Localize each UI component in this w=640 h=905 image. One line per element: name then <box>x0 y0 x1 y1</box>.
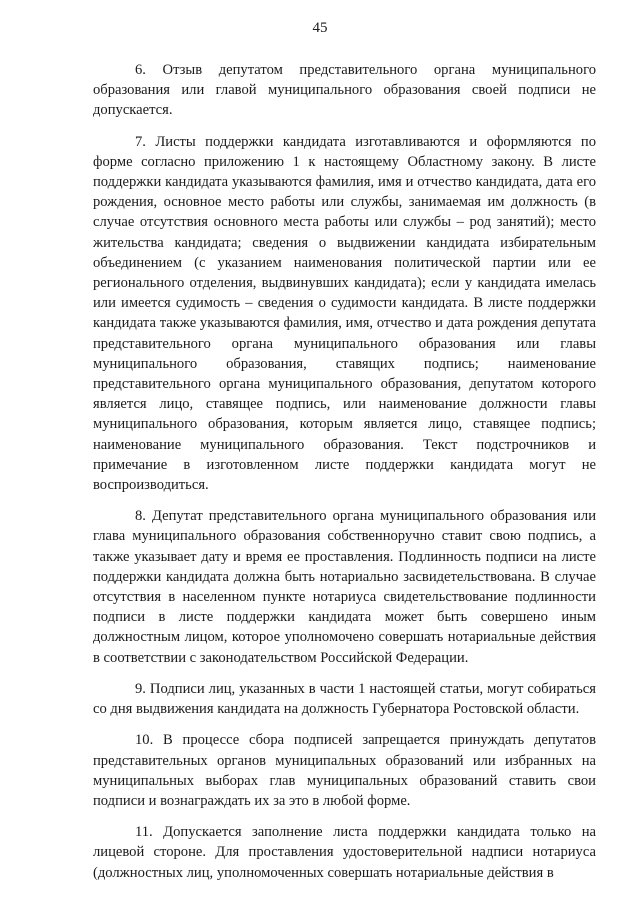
document-body <box>93 60 596 894</box>
paragraph-7: 7. Листы поддержки кандидата изготавливаются и оформляются по форме согласно приложению 1 к настоящему Областному закону. В листе поддержки кандидата указываются фамилия, имя и отчество кандидата, дата его рождения, основное место работы или службы, занимаемая им должность (в случае отсутствия основного места работы или службы – род занятий); место жительства кандидата; сведения о выдвижении кандидата избирательным объединением (с указанием наименования политической партии или ее регионального отделения, выдвинувших кандидата); если у кандидата имелась или имеется судимость – сведения о судимости кандидата. В листе поддержки кандидата также указываются фамилия, имя, отчество и дата рождения депутата представительного органа муниципального образования или главы муниципального образования, ставящих подпись; наименование представительного органа муниципального образования, депутатом которого является лицо, ставящее подпись, или наименование должности главы муниципального образования, которым является лицо, ставящее подпись; наименование муниципального образования. Текст подстрочников и примечание в изготовленном листе поддержки кандидата могут не воспроизводиться. <box>93 133 596 494</box>
paragraph-11: 11. Допускается заполнение листа поддержки кандидата только на лицевой стороне. Для проставления удостоверительной надписи нотариуса (должностных лиц, уполномоченных совершать нотариальные действия в <box>93 824 596 881</box>
paragraph-6: 6. Отзыв депутатом представительного органа муниципального образования или главой муниципального образования своей подписи не допускается. <box>93 62 596 119</box>
paragraph-9: 9. Подписи лиц, указанных в части 1 настоящей статьи, могут собираться со дня выдвижения кандидата на должность Губернатора Ростовской области. <box>93 680 596 718</box>
paragraph-8: 8. Депутат представительного органа муниципального образования или глава муниципального образования собственноручно ставит свою подпись, а также указывает дату и время ее проставления. Подлинность подписи на листе поддержки кандидата должна быть нотариально засвидетельствована. В случае отсутствия в населенном пункте нотариуса свидетельствование подлинности подписи в листе поддержки кандидата может быть совершено иным должностным лицом, которое уполномочено совершать нотариальные действия в соответствии с законодательством Российской Федерации. <box>93 508 596 666</box>
paragraph-10: 10. В процессе сбора подписей запрещается принуждать депутатов представительных органов муниципальных образований или избранных на муниципальных выборах глав муниципальных образований ставить свои подписи и вознаграждать их за это в любой форме. <box>93 732 596 809</box>
page-number: 45 <box>312 20 328 36</box>
